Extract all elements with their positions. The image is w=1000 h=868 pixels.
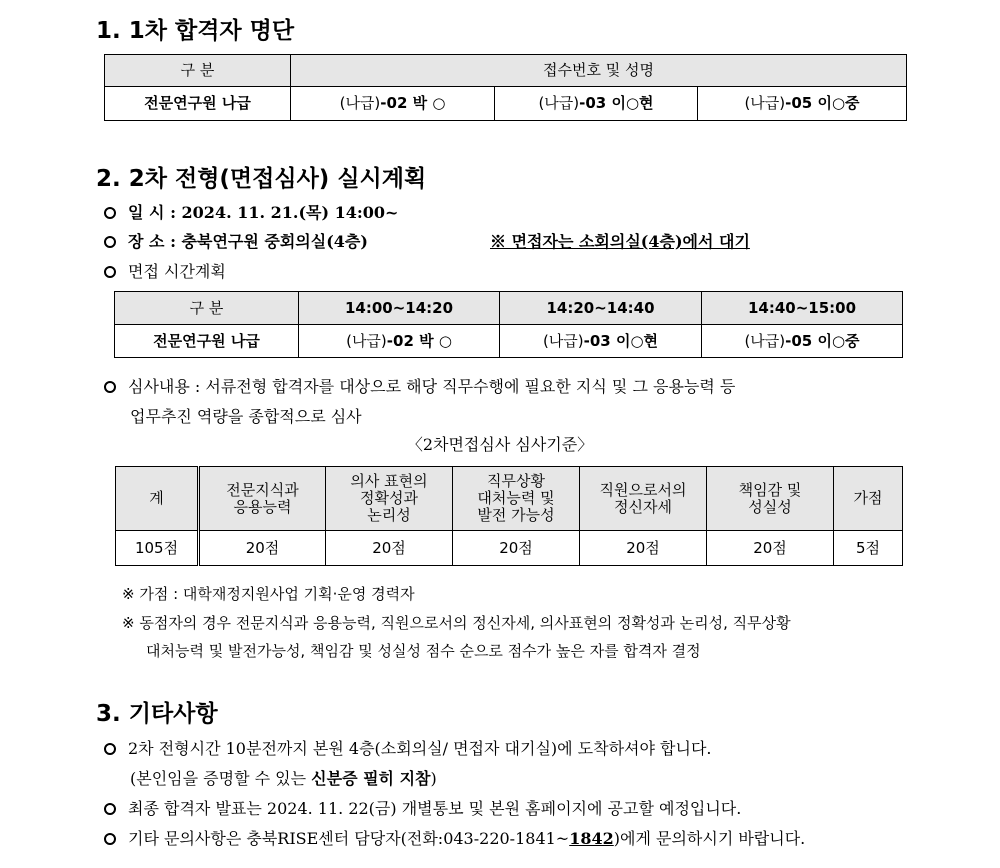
value-bonus: 5점 xyxy=(834,531,903,566)
cell-applicant-1: (나급)-02 박 ○ xyxy=(291,87,495,121)
plan-schedule: 면접 시간계획 xyxy=(104,259,226,282)
header-criterion-3: 직무상황 대처능력 및 발전 가능성 xyxy=(453,467,580,531)
header-criterion-4: 직원으로서의 정신자세 xyxy=(580,467,707,531)
review-content-cont: 업무추진 역량을 종합적으로 심사 xyxy=(130,407,362,426)
circle-bullet-icon xyxy=(104,207,116,219)
circle-bullet-icon xyxy=(104,803,116,815)
cell-slot-1: (나급)-02 박 ○ xyxy=(299,325,500,358)
circle-bullet-icon xyxy=(104,743,116,755)
plan-place: 장 소 : 충북연구원 중회의실(4층) xyxy=(104,229,368,252)
header-total: 계 xyxy=(116,467,199,531)
value-criterion-1: 20점 xyxy=(199,531,326,566)
note-tiebreak: ※ 동점자의 경우 전문지식과 응용능력, 직원으로서의 정신자세, 의사표현의 정확성과 논리성, 직무상황 xyxy=(122,614,791,632)
circle-bullet-icon xyxy=(104,236,116,248)
criteria-title: 〈2차면접심사 심사기준〉 xyxy=(406,435,594,454)
circle-bullet-icon xyxy=(104,266,116,278)
note-tiebreak-cont: 대처능력 및 발전가능성, 책임감 및 성실성 점수 순으로 점수가 높은 자를 합격자 결정 xyxy=(146,642,701,660)
value-criterion-4: 20점 xyxy=(580,531,707,566)
review-content: 심사내용 : 서류전형 합격자를 대상으로 해당 직무수행에 필요한 지식 및 그 응용능력 등 xyxy=(104,374,735,397)
header-category: 구 분 xyxy=(115,292,299,325)
header-criterion-5: 책임감 및 성실성 xyxy=(707,467,834,531)
header-slot-1: 14:00~14:20 xyxy=(299,292,500,325)
row-label: 전문연구원 나급 xyxy=(105,87,291,121)
header-slot-2: 14:20~14:40 xyxy=(500,292,702,325)
header-bonus: 가점 xyxy=(834,467,903,531)
place-note: ※ 면접자는 소회의실(4층)에서 대기 xyxy=(490,232,750,251)
header-criterion-2: 의사 표현의 정확성과 논리성 xyxy=(326,467,453,531)
note-bonus: ※ 가점 : 대학재정지원사업 기획·운영 경력자 xyxy=(122,585,415,603)
cell-applicant-2: (나급)-03 이○현 xyxy=(495,87,698,121)
header-applicant: 접수번호 및 성명 xyxy=(291,55,907,87)
value-criterion-2: 20점 xyxy=(326,531,453,566)
table-first-round xyxy=(104,54,907,121)
value-total: 105점 xyxy=(116,531,199,566)
section-title-1: 1. 1차 합격자 명단 xyxy=(96,18,295,44)
cell-slot-3: (나급)-05 이○중 xyxy=(702,325,903,358)
value-criterion-3: 20점 xyxy=(453,531,580,566)
header-category: 구 분 xyxy=(105,55,291,87)
value-criterion-5: 20점 xyxy=(707,531,834,566)
circle-bullet-icon xyxy=(104,381,116,393)
section-title-2: 2. 2차 전형(면접심사) 실시계획 xyxy=(96,166,427,192)
etc-inquiry: 기타 문의사항은 충북RISE센터 담당자(전화:043-220-1841~1842)에게 문의하시기 바랍니다. xyxy=(104,826,805,849)
table-criteria xyxy=(115,466,903,566)
etc-arrival: 2차 전형시간 10분전까지 본원 4층(소회의실/ 면접자 대기실)에 도착하셔야 합니다. xyxy=(104,736,712,759)
section-title-3: 3. 기타사항 xyxy=(96,701,218,727)
etc-id-card: (본인임을 증명할 수 있는 신분증 필히 지참) xyxy=(130,769,437,788)
etc-announcement: 최종 합격자 발표는 2024. 11. 22(금) 개별통보 및 본원 홈페이지에 공고할 예정입니다. xyxy=(104,796,741,819)
table-interview-schedule xyxy=(114,291,903,358)
cell-applicant-3: (나급)-05 이○중 xyxy=(698,87,907,121)
cell-slot-2: (나급)-03 이○현 xyxy=(500,325,702,358)
header-criterion-1: 전문지식과 응용능력 xyxy=(199,467,326,531)
plan-date: 일 시 : 2024. 11. 21.(목) 14:00~ xyxy=(104,200,398,223)
row-label: 전문연구원 나급 xyxy=(115,325,299,358)
circle-bullet-icon xyxy=(104,833,116,845)
header-slot-3: 14:40~15:00 xyxy=(702,292,903,325)
